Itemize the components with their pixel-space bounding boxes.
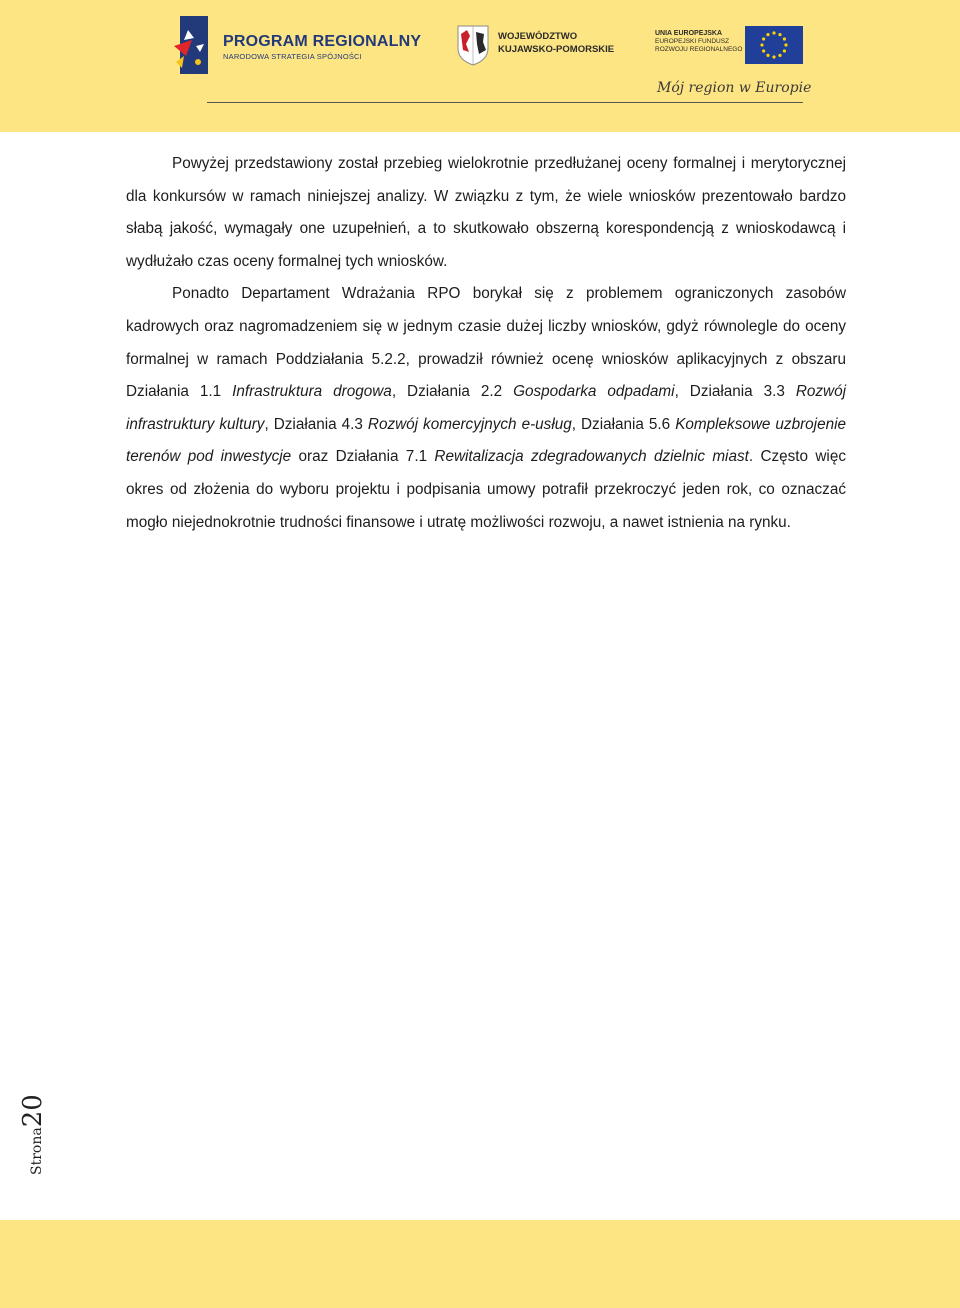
region-name-line2: KUJAWSKO-POMORSKIE: [498, 44, 615, 55]
p2-text-5: , Działania 5.6: [571, 415, 676, 433]
paragraph-2: [126, 278, 846, 539]
page-number: 20: [18, 1094, 48, 1128]
region-name-line1: WOJEWÓDZTWO: [498, 31, 578, 42]
p2-italic-4: Rozwój komercyjnych e-usług: [367, 415, 572, 433]
eu-flag-icon: [745, 26, 803, 64]
p2-text-1: Ponadto Departament Wdrażania RPO borykał się z problemem ograniczonych zasobów kadrowych oraz nagromadzeniem się w jednym czasie dużej liczby wniosków, gdyż równolegle do oceny formalnej w ramach Poddziałania 5.2.2, prowadził również ocenę wniosków aplikacyjnych z obszaru Działania 1.1: [126, 285, 846, 401]
eu-line-3: ROZWOJU REGIONALNEGO: [655, 46, 743, 53]
p2-italic-2: Gospodarka odpadami: [513, 383, 675, 401]
coat-of-arms-icon: [456, 24, 490, 66]
document-body: [126, 148, 846, 539]
p2-text-4: , Działania 4.3: [264, 415, 368, 433]
p2-text-2: , Działania 2.2: [391, 383, 514, 401]
program-subtitle: NARODOWA STRATEGIA SPÓJNOŚCI: [223, 52, 362, 61]
p2-italic-1: Infrastruktura drogowa: [232, 383, 392, 401]
page-number-block: [18, 1085, 58, 1175]
program-title: PROGRAM REGIONALNY: [223, 33, 422, 50]
page-label: Strona: [29, 1127, 45, 1175]
p2-italic-6: Rewitalizacja zdegradowanych dzielnic miast: [434, 448, 749, 466]
program-regionalny-logo: [170, 16, 422, 76]
p2-text-3: , Działania 3.3: [674, 383, 796, 401]
eu-text-block: [655, 30, 745, 54]
program-regionalny-emblem-icon: [170, 16, 220, 76]
paragraph-1: Powyżej przedstawiony został przebieg wielokrotnie przedłużanej oceny formalnej i merytorycznej dla konkursów w ramach niniejszej analizy. W związku z tym, że wiele wniosków prezentowało bardzo słabą jakość, wymagały one uzupełnień, a to skutkowało obszerną korespondencją z wnioskodawcą i wydłużało czas oceny formalnej tych wniosków.: [126, 155, 846, 270]
header-divider: [207, 102, 803, 103]
slogan: Mój region w Europie: [657, 80, 812, 96]
footer-band: [0, 1220, 960, 1308]
p2-text-7: . Często więc okres od złożenia do wyboru projektu i podpisania umowy potrafił przekroczyć jeden rok, co oznaczać mogło niejednokrotnie trudności finansowe i utratę możliwości rozwoju, a nawet istnienia na rynku.: [126, 448, 846, 531]
p2-italic-5: Kompleksowe uzbrojenie terenów pod inwestycje: [126, 415, 846, 466]
wojewodztwo-logo: [456, 24, 626, 68]
eu-line-2: EUROPEJSKI FUNDUSZ: [655, 38, 730, 45]
p2-text-6: oraz Działania 7.1: [291, 448, 435, 466]
eu-line-1: UNIA EUROPEJSKA: [655, 30, 723, 37]
p2-italic-3: Rozwój infrastruktury kultury: [126, 383, 847, 433]
